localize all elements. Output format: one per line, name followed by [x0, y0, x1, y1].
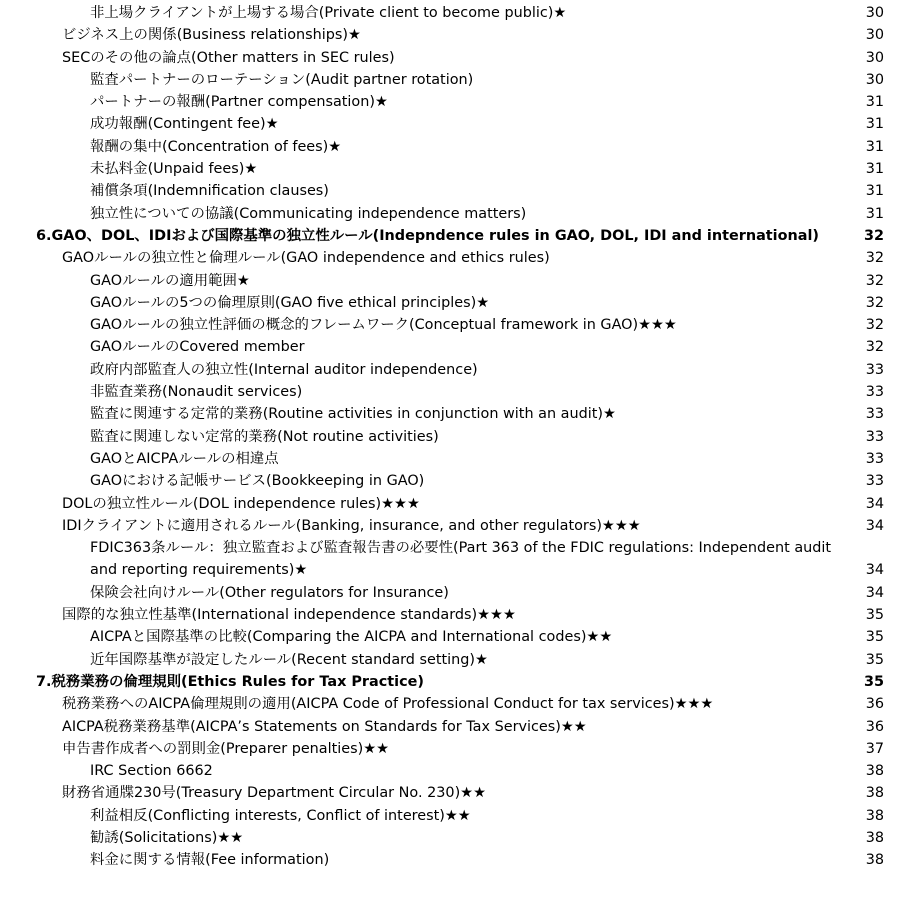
toc-entry-page-number: 32	[865, 250, 884, 267]
toc-entry-title: GAOルールの適用範囲★	[90, 272, 250, 289]
toc-entry[interactable]	[0, 359, 920, 381]
toc-entry[interactable]	[0, 649, 920, 671]
toc-entry-title: 国際的な独立性基準(International independence standards)★★★	[62, 607, 516, 624]
toc-entry[interactable]	[0, 314, 920, 336]
toc-entry[interactable]	[0, 91, 920, 113]
toc-entry-title: GAOルールの5つの倫理原則(GAO five ethical principles)★	[90, 294, 490, 311]
toc-entry-title: AICPAと国際基準の比較(Comparing the AICPA and International codes)★★	[90, 629, 613, 646]
toc-entry-page-number: 38	[865, 807, 884, 824]
toc-entry-page-number: 31	[865, 116, 884, 133]
toc-entry-title: ビジネス上の関係(Business relationships)★	[62, 27, 361, 44]
toc-entry[interactable]	[0, 738, 920, 760]
toc-entry-title: 勧誘(Solicitations)★★	[90, 829, 244, 846]
toc-entry-page-number: 33	[865, 450, 884, 467]
toc-entry[interactable]	[0, 203, 920, 225]
toc-entry[interactable]	[0, 336, 920, 358]
toc-entry[interactable]	[0, 47, 920, 69]
toc-entry-title: 利益相反(Conflicting interests, Conflict of interest)★★	[90, 807, 471, 824]
toc-entry-page-number: 31	[865, 205, 884, 222]
toc-entry-title: FDIC363条ルール：独立監査および監査報告書の必要性(Part 363 of the FDIC regulations: Independent audit and reporting requirements)★	[90, 540, 832, 579]
table-of-contents	[0, 2, 920, 872]
toc-entry-title: IDIクライアントに適用されるルール(Banking, insurance, and other regulators)★★★	[62, 517, 641, 534]
toc-entry-page-number: 32	[865, 294, 884, 311]
toc-entry-title: 監査に関連する定常的業務(Routine activities in conjunction with an audit)★	[90, 406, 616, 423]
toc-entry[interactable]	[0, 180, 920, 202]
toc-entry[interactable]	[0, 225, 920, 247]
toc-entry-page-number: 32	[865, 272, 884, 289]
toc-entry-title: 申告書作成者への罰則金(Preparer penalties)★★	[62, 740, 390, 757]
toc-entry[interactable]	[0, 24, 920, 46]
toc-entry[interactable]	[0, 69, 920, 91]
toc-entry[interactable]	[0, 849, 920, 871]
toc-entry-title: 報酬の集中(Concentration of fees)★	[90, 138, 342, 155]
toc-entry-page-number: 33	[865, 428, 884, 445]
toc-entry[interactable]	[0, 671, 920, 693]
toc-entry-title: IRC Section 6662	[90, 763, 213, 780]
toc-entry-page-number: 35	[865, 651, 884, 668]
toc-entry-page-number: 32	[865, 339, 884, 356]
toc-entry[interactable]	[0, 805, 920, 827]
toc-entry-page-number: 32	[865, 317, 884, 334]
toc-entry-page-number: 34	[865, 562, 884, 579]
toc-entry-page-number: 38	[865, 829, 884, 846]
toc-entry[interactable]	[0, 470, 920, 492]
toc-entry-title: 税務業務へのAICPA倫理規則の適用(AICPA Code of Professional Conduct for tax services)★★★	[62, 696, 714, 713]
toc-entry-page-number: 30	[865, 27, 884, 44]
toc-entry[interactable]	[0, 693, 920, 715]
toc-entry[interactable]	[0, 515, 920, 537]
toc-entry-title: GAOにおける記帳サービス(Bookkeeping in GAO)	[90, 473, 425, 490]
toc-entry-title: SECのその他の論点(Other matters in SEC rules)	[62, 49, 395, 66]
toc-entry-title: 料金に関する情報(Fee information)	[90, 852, 330, 869]
toc-entry-page-number: 38	[865, 785, 884, 802]
toc-entry[interactable]	[0, 270, 920, 292]
toc-entry-page-number: 34	[865, 517, 884, 534]
toc-entry-page-number: 34	[865, 495, 884, 512]
toc-entry-page-number: 33	[865, 361, 884, 378]
toc-entry[interactable]	[0, 2, 920, 24]
toc-entry[interactable]	[0, 448, 920, 470]
toc-entry-title: 監査に関連しない定常的業務(Not routine activities)	[90, 428, 439, 445]
toc-entry-title: 財務省通牒230号(Treasury Department Circular No. 230)★★	[62, 785, 486, 802]
toc-entry-title: GAOルールの独立性と倫理ルール(GAO independence and ethics rules)	[62, 250, 550, 267]
toc-entry-page-number: 30	[865, 5, 884, 21]
toc-entry[interactable]	[0, 381, 920, 403]
toc-entry-title: GAOルールの独立性評価の概念的フレームワーク(Conceptual framework in GAO)★★★	[90, 317, 677, 334]
toc-entry[interactable]	[0, 136, 920, 158]
toc-entry-page-number: 37	[865, 740, 884, 757]
toc-entry[interactable]	[0, 827, 920, 849]
toc-entry-title: GAOとAICPAルールの相違点	[90, 450, 279, 467]
toc-entry[interactable]	[0, 760, 920, 782]
toc-entry-page-number: 35	[865, 629, 884, 646]
toc-entry-page-number: 36	[865, 696, 884, 713]
toc-entry-page-number: 33	[865, 384, 884, 401]
toc-entry[interactable]	[0, 537, 920, 582]
toc-entry-title: 独立性についての協議(Communicating independence matters)	[90, 205, 527, 222]
toc-entry-page-number: 38	[865, 852, 884, 869]
toc-entry-title: 未払料金(Unpaid fees)★	[90, 161, 258, 178]
toc-entry-page-number: 38	[865, 763, 884, 780]
toc-entry-title: パートナーの報酬(Partner compensation)★	[90, 94, 388, 111]
toc-entry-page-number: 30	[865, 49, 884, 66]
toc-entry-title: 保険会社向けルール(Other regulators for Insurance)	[90, 584, 449, 601]
toc-entry-page-number: 32	[863, 227, 884, 244]
toc-entry-page-number: 33	[865, 406, 884, 423]
toc-entry-page-number: 35	[863, 673, 884, 690]
toc-entry[interactable]	[0, 626, 920, 648]
toc-entry-title: 6.GAO、DOL、IDIおよび国際基準の独立性ルール(Indepndence rules in GAO, DOL, IDI and international)	[36, 227, 819, 244]
toc-entry[interactable]	[0, 782, 920, 804]
toc-entry-title: 監査パートナーのローテーション(Audit partner rotation)	[90, 71, 474, 88]
toc-entry[interactable]	[0, 716, 920, 738]
toc-entry[interactable]	[0, 426, 920, 448]
toc-entry-title: 非上場クライアントが上場する場合(Private client to become public)★	[90, 5, 567, 21]
toc-entry-page-number: 35	[865, 607, 884, 624]
toc-entry[interactable]	[0, 158, 920, 180]
toc-entry-title: 政府内部監査人の独立性(Internal auditor independence)	[90, 361, 478, 378]
toc-entry-title: GAOルールのCovered member	[90, 339, 305, 356]
toc-entry-title: 7.税務業務の倫理規則(Ethics Rules for Tax Practice)	[36, 673, 424, 690]
toc-entry[interactable]	[0, 113, 920, 135]
toc-entry-page-number: 31	[865, 138, 884, 155]
toc-entry-page-number: 33	[865, 473, 884, 490]
toc-entry-title: DOLの独立性ルール(DOL independence rules)★★★	[62, 495, 420, 512]
toc-entry-page-number: 31	[865, 94, 884, 111]
toc-entry[interactable]	[0, 604, 920, 626]
toc-entry[interactable]	[0, 493, 920, 515]
toc-entry-page-number: 34	[865, 584, 884, 601]
toc-entry-title: 成功報酬(Contingent fee)★	[90, 116, 279, 133]
toc-entry-title: 非監査業務(Nonaudit services)	[90, 384, 303, 401]
toc-entry-page-number: 31	[865, 161, 884, 178]
toc-entry-title: AICPA税務業務基準(AICPA’s Statements on Standards for Tax Services)★★	[62, 718, 587, 735]
toc-entry-page-number: 36	[865, 718, 884, 735]
toc-entry-title: 補償条項(Indemnification clauses)	[90, 183, 329, 200]
toc-entry[interactable]	[0, 582, 920, 604]
toc-entry-title: 近年国際基準が設定したルール(Recent standard setting)★	[90, 651, 488, 668]
toc-entry[interactable]	[0, 292, 920, 314]
toc-entry[interactable]	[0, 247, 920, 269]
toc-entry[interactable]	[0, 403, 920, 425]
toc-entry-page-number: 30	[865, 71, 884, 88]
toc-entry-page-number: 31	[865, 183, 884, 200]
